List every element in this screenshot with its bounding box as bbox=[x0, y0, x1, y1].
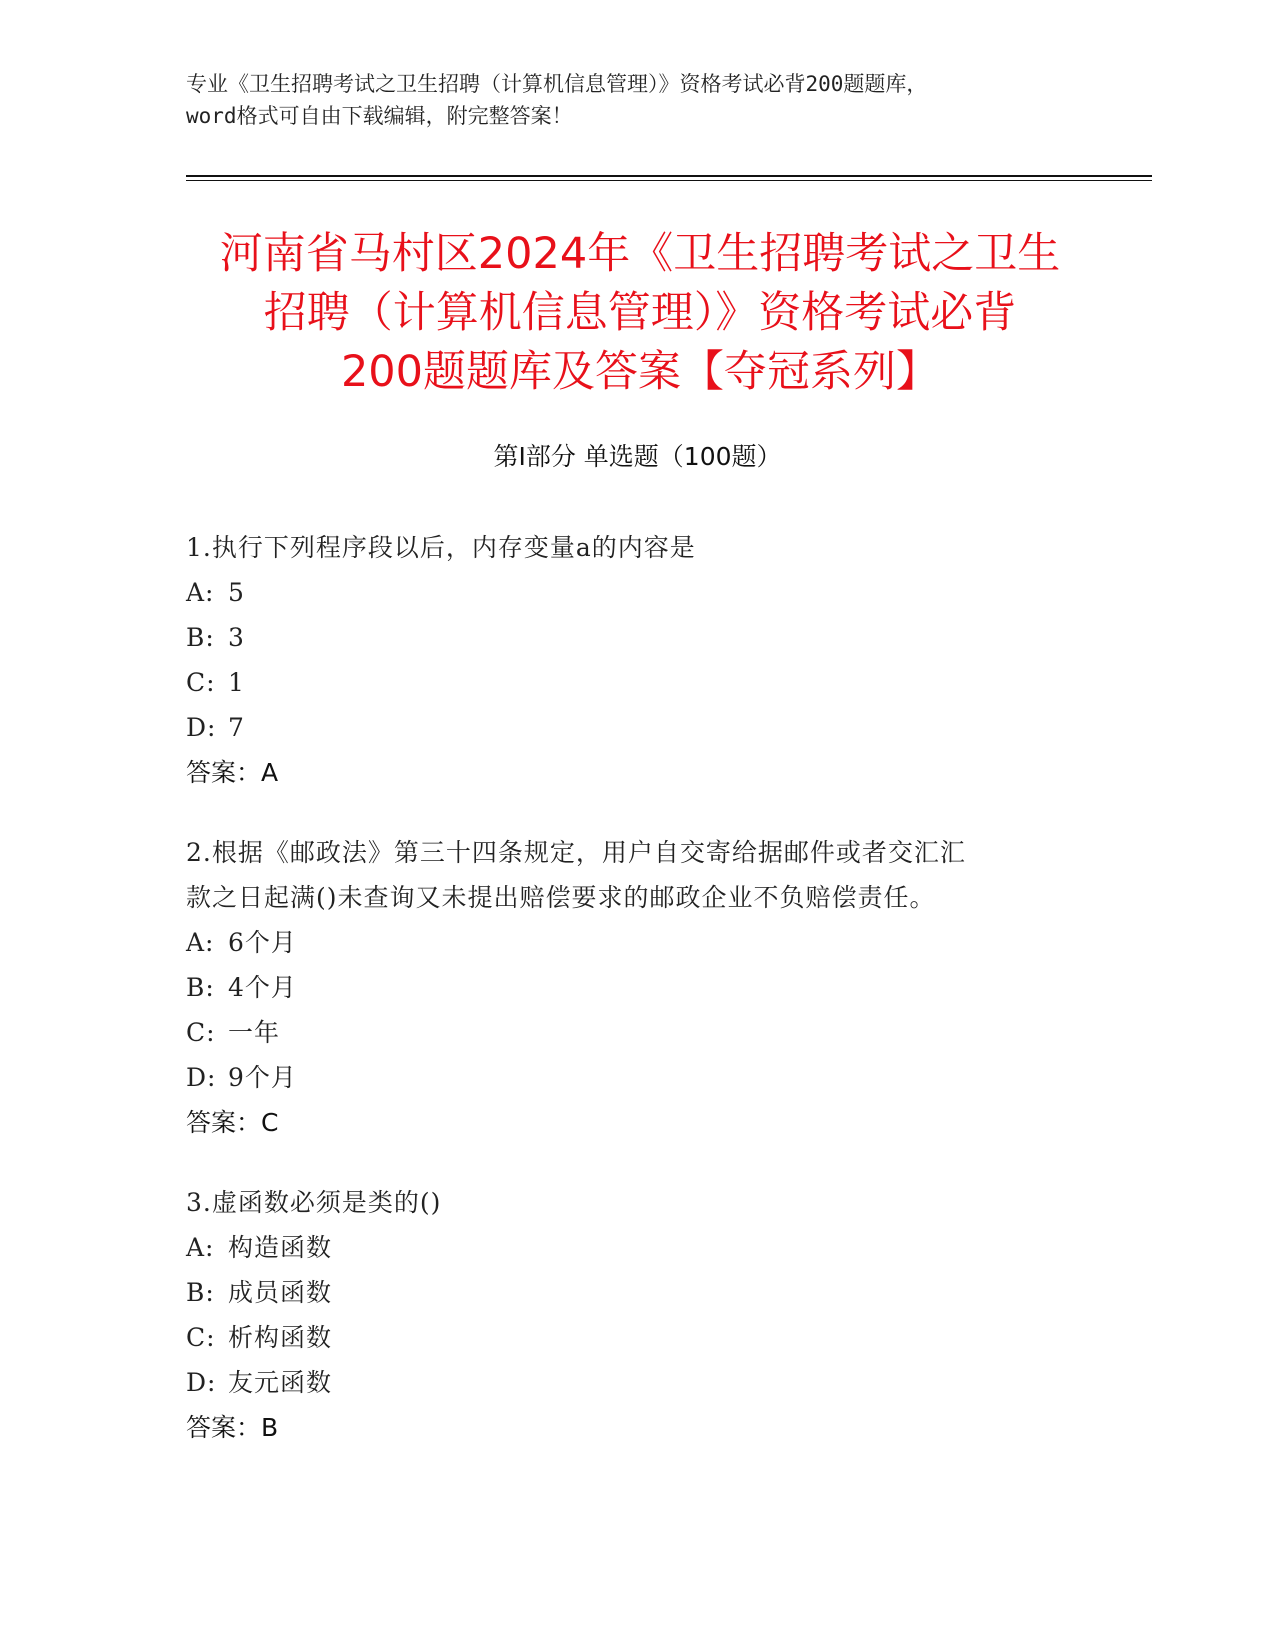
question-text-continued: 款之日起满()未查询又未提出赔偿要求的邮政企业不负赔偿责任。 bbox=[186, 883, 936, 912]
option-key: A: bbox=[186, 1233, 215, 1262]
title-line-2: 招聘（计算机信息管理）》资格考试必背 bbox=[263, 288, 1017, 338]
answer-value: C bbox=[261, 1108, 279, 1137]
option-text: 9个月 bbox=[228, 1063, 297, 1092]
question-text: 2.根据《邮政法》第三十四条规定，用户自交寄给据邮件或者交汇汇 bbox=[186, 838, 966, 867]
option-key: A: bbox=[186, 578, 215, 607]
option-text: 6个月 bbox=[228, 928, 297, 957]
document-title bbox=[150, 225, 1130, 402]
title-line-1: 河南省马村区2024年《卫生招聘考试之卫生 bbox=[219, 229, 1061, 279]
option-c bbox=[186, 1315, 1086, 1360]
option-key: D: bbox=[186, 1063, 217, 1092]
option-key: C: bbox=[186, 668, 216, 697]
question-text: 1.执行下列程序段以后，内存变量a的内容是 bbox=[186, 533, 696, 562]
header-divider-thick bbox=[186, 175, 1152, 177]
option-c bbox=[186, 660, 1086, 705]
option-b bbox=[186, 615, 1086, 660]
option-text: 析构函数 bbox=[228, 1323, 333, 1352]
option-b bbox=[186, 965, 1086, 1010]
option-d bbox=[186, 1055, 1086, 1100]
option-key: D: bbox=[186, 713, 217, 742]
option-key: B: bbox=[186, 973, 215, 1002]
question-item bbox=[186, 525, 1086, 795]
option-text: 成员函数 bbox=[228, 1278, 333, 1307]
option-text: 一年 bbox=[228, 1018, 281, 1047]
answer-line bbox=[186, 1100, 1086, 1145]
option-key: B: bbox=[186, 623, 215, 652]
answer-line bbox=[186, 750, 1086, 795]
question-item bbox=[186, 1180, 1086, 1450]
question-item bbox=[186, 830, 1086, 1145]
header-divider-thin bbox=[186, 180, 1152, 181]
section-title: 第Ⅰ部分 单选题（100题） bbox=[493, 442, 782, 471]
header-line-1: 专业《卫生招聘考试之卫生招聘（计算机信息管理）》资格考试必背200题题库， bbox=[186, 72, 928, 96]
option-key: B: bbox=[186, 1278, 215, 1307]
answer-line bbox=[186, 1405, 1086, 1450]
option-text: 7 bbox=[228, 713, 245, 742]
option-c bbox=[186, 1010, 1086, 1055]
option-text: 3 bbox=[228, 623, 245, 652]
answer-value: B bbox=[261, 1413, 279, 1442]
title-line-3: 200题题库及答案【夺冠系列】 bbox=[340, 347, 940, 397]
answer-label: 答案： bbox=[186, 1108, 262, 1137]
option-d bbox=[186, 705, 1086, 750]
answer-label: 答案： bbox=[186, 758, 262, 787]
option-text: 5 bbox=[228, 578, 245, 607]
option-text: 4个月 bbox=[228, 973, 297, 1002]
header-line-2: word格式可自由下载编辑，附完整答案！ bbox=[186, 104, 573, 128]
option-key: D: bbox=[186, 1368, 217, 1397]
question-text: 3.虚函数必须是类的() bbox=[186, 1188, 442, 1217]
option-d bbox=[186, 1360, 1086, 1405]
option-text: 友元函数 bbox=[228, 1368, 333, 1397]
option-b bbox=[186, 1270, 1086, 1315]
option-key: A: bbox=[186, 928, 215, 957]
option-a bbox=[186, 1225, 1086, 1270]
option-a bbox=[186, 570, 1086, 615]
option-text: 1 bbox=[228, 668, 245, 697]
document-header bbox=[186, 68, 1106, 132]
option-key: C: bbox=[186, 1323, 216, 1352]
option-text: 构造函数 bbox=[228, 1233, 333, 1262]
question-list bbox=[186, 525, 1086, 1485]
option-a bbox=[186, 920, 1086, 965]
answer-value: A bbox=[261, 758, 279, 787]
answer-label: 答案： bbox=[186, 1413, 262, 1442]
option-key: C: bbox=[186, 1018, 216, 1047]
